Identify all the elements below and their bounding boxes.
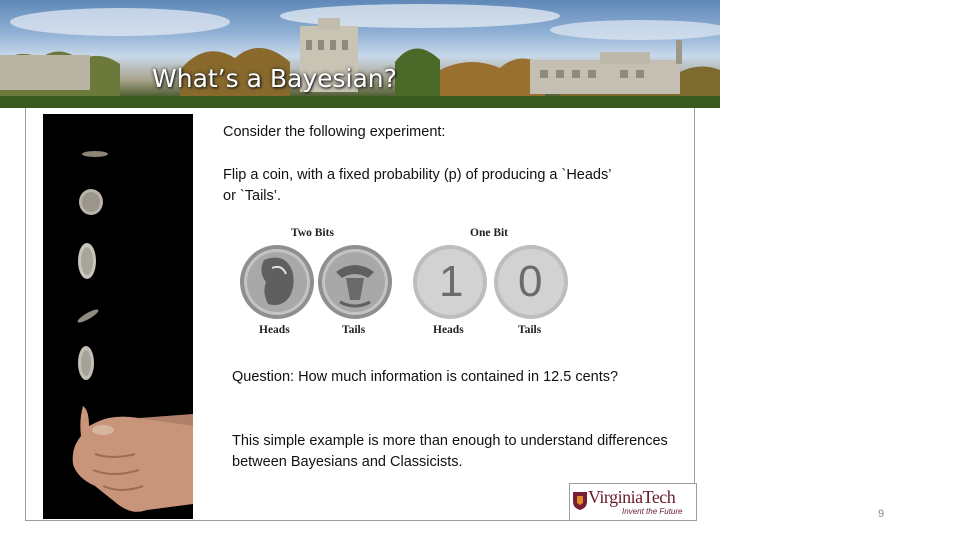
one-bit-label: One Bit (470, 227, 509, 239)
bit-zero-digit: 0 (518, 257, 543, 306)
intro-text: Consider the following experiment: (223, 124, 446, 140)
shield-icon (572, 491, 588, 511)
tails-label-quarter: Tails (342, 324, 366, 336)
logo-wordmark: VirginiaTech (588, 487, 676, 507)
quarter-heads-coin (240, 245, 314, 319)
heads-label-bit: Heads (433, 324, 464, 336)
coin-flip-photo (43, 114, 193, 519)
virginia-tech-logo (569, 483, 697, 521)
conclusion-text: This simple example is more than enough to understand differences between Bayesians and Classicists. (232, 433, 668, 470)
coins-figure (232, 222, 577, 342)
question-text: Question: How much information is contained in 12.5 cents? (232, 369, 619, 385)
header-banner (0, 0, 720, 108)
setup-text: Flip a coin, with a fixed probability (p) of producing a `Heads’ or `Tails’. (223, 167, 611, 204)
heads-label-quarter: Heads (259, 324, 290, 336)
slide-title: What’s a Bayesian? (152, 64, 397, 93)
bit-one-digit: 1 (439, 257, 464, 306)
quarter-tails-coin (318, 245, 392, 319)
tails-label-bit: Tails (518, 324, 542, 336)
two-bits-label: Two Bits (291, 227, 334, 239)
page-number: 9 (878, 508, 885, 520)
logo-tagline: Invent the Future (622, 507, 683, 516)
